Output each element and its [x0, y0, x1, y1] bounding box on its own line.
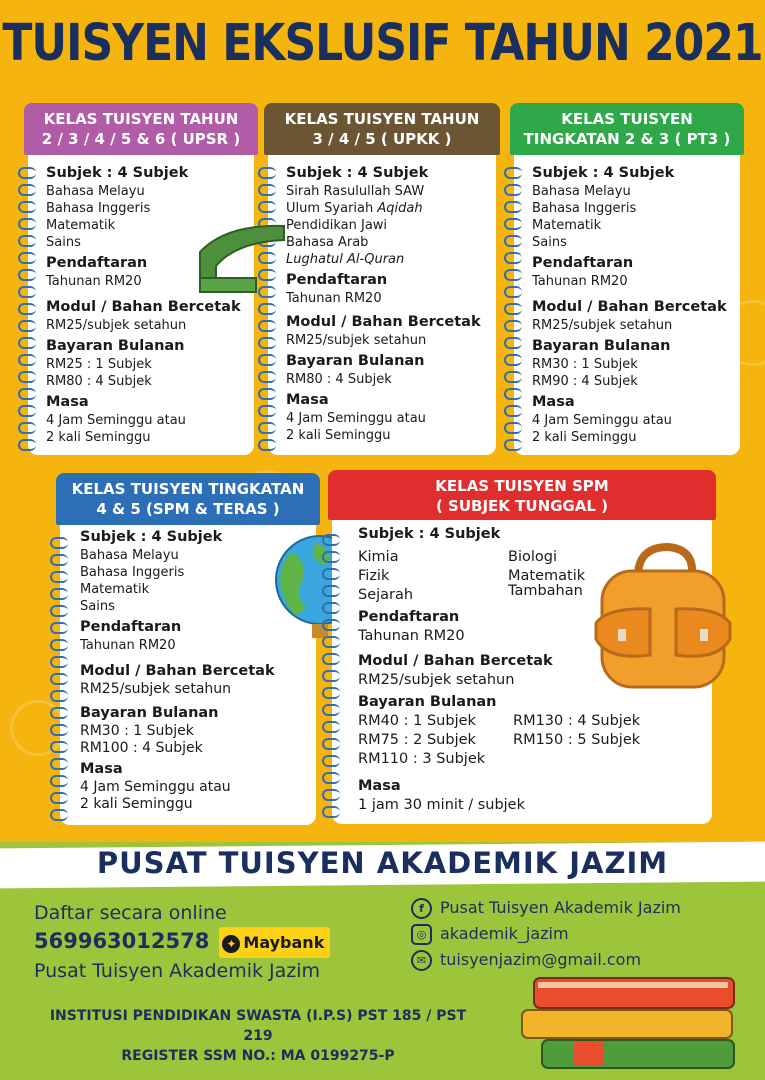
binding-ring [322, 602, 340, 614]
account-name: Pusat Tuisyen Akademik Jazim [34, 960, 321, 982]
card-body [268, 161, 496, 444]
subject-item: Bahasa Inggeris [532, 201, 637, 216]
binding-ring [18, 439, 36, 451]
bayaran-item: RM130 : 4 Subjek [513, 713, 641, 729]
subject-item [286, 200, 496, 217]
subject-item: Fizik [358, 568, 390, 584]
binding-ring [504, 235, 522, 247]
binding-ring [322, 772, 340, 784]
modul-value: RM25/subjek setahun [46, 318, 187, 333]
card-spm [60, 473, 316, 825]
binding-ring [322, 755, 340, 767]
card-header-line1: KELAS TUISYEN TINGKATAN [71, 480, 305, 498]
subject-item: Bahasa Arab [286, 235, 369, 250]
page-title: TUISYEN EKSLUSIF TAHUN 2021 [2, 14, 763, 73]
masa-item: 2 kali Seminggu [46, 430, 151, 445]
bayaran-item: RM100 : 4 Subjek [80, 740, 203, 756]
daftar-value: Tahunan RM20 [532, 274, 628, 289]
binding-ring [322, 534, 340, 546]
subject-item-text: Ulum Syariah [286, 201, 374, 216]
subjek-heading: Subjek : 4 Subjek [46, 165, 189, 181]
binding-ring [504, 354, 522, 366]
binding-ring [504, 320, 522, 332]
binding-ring [504, 218, 522, 230]
binding-ring [258, 405, 276, 417]
binding-ring [18, 388, 36, 400]
binding-ring [50, 571, 68, 583]
masa-heading: Masa [80, 761, 123, 777]
binding-ring [50, 724, 68, 736]
brand-name: PUSAT TUISYEN AKADEMIK JAZIM [96, 846, 669, 880]
daftar-value: Tahunan RM20 [358, 628, 465, 644]
subject-item: Matematik [80, 582, 150, 597]
books-illustration [514, 972, 744, 1072]
subject-item: Sirah Rasulullah SAW [286, 184, 425, 199]
card-body [514, 161, 740, 446]
subject-item: Tambahan [508, 583, 583, 599]
masa-item: 4 Jam Seminggu atau [286, 411, 426, 426]
facebook-row[interactable] [411, 895, 681, 921]
subject-item: Bahasa Melayu [532, 184, 631, 199]
binding-ring [504, 405, 522, 417]
binding-ring [322, 806, 340, 818]
masa-heading: Masa [46, 394, 89, 410]
binding-ring [504, 286, 522, 298]
daftar-heading: Pendaftaran [286, 272, 388, 288]
binding-ring [504, 184, 522, 196]
card-header [510, 103, 744, 155]
daftar-value: Tahunan RM20 [46, 274, 142, 289]
daftar-online-label: Daftar secara online [34, 902, 227, 924]
card-header-line1: KELAS TUISYEN [561, 110, 693, 128]
modul-heading: Modul / Bahan Bercetak [286, 314, 481, 330]
email-row[interactable] [411, 947, 681, 973]
modul-value: RM25/subjek setahun [286, 333, 427, 348]
binding-ring [50, 707, 68, 719]
binding-ring [18, 303, 36, 315]
subject-item: Sains [532, 235, 567, 250]
bayaran-item: RM30 : 1 Subjek [80, 723, 194, 739]
subject-item: Lughatul Al-Quran [286, 252, 405, 267]
email-icon: ✉ [411, 950, 432, 971]
card-header [264, 103, 500, 155]
binding-ring [322, 670, 340, 682]
binding-ring [322, 653, 340, 665]
binding-ring [258, 303, 276, 315]
subject-item: Bahasa Melayu [46, 184, 145, 199]
binding-ring [18, 320, 36, 332]
binding-ring [50, 758, 68, 770]
account-number: 569963012578 [34, 929, 210, 953]
masa-value: 1 jam 30 minit / subjek [358, 797, 525, 813]
binding-ring [322, 738, 340, 750]
card-header-line2: ( SUBJEK TUNGGAL ) [435, 497, 608, 515]
ips-line: INSTITUSI PENDIDIKAN SWASTA (I.P.S) PST 185 / PST 219 [49, 1008, 467, 1044]
binding-ring [18, 235, 36, 247]
card-header-line2: 4 & 5 (SPM & TERAS ) [96, 500, 280, 518]
bayaran-item: RM110 : 3 Subjek [358, 751, 486, 767]
bayaran-item: RM30 : 1 Subjek [532, 357, 638, 372]
card-body [28, 161, 254, 446]
facebook-icon: f [411, 898, 432, 919]
daftar-heading: Pendaftaran [80, 619, 182, 635]
daftar-value: Tahunan RM20 [80, 638, 176, 653]
binding-ring [18, 286, 36, 298]
card-header-line2: TINGKATAN 2 & 3 ( PT3 ) [523, 130, 731, 148]
binding-ring [322, 687, 340, 699]
card-header-line1: KELAS TUISYEN TAHUN [43, 110, 239, 128]
subject-item-italic: Aqidah [377, 201, 423, 216]
subject-column-left [358, 548, 508, 605]
binding-ring [50, 605, 68, 617]
binding-ring [258, 439, 276, 451]
masa-item: 4 Jam Seminggu atau [80, 779, 231, 795]
binding-ring [18, 252, 36, 264]
social-links [411, 895, 681, 973]
bank-account-row [34, 927, 330, 958]
masa-heading: Masa [532, 394, 575, 410]
modul-heading: Modul / Bahan Bercetak [358, 653, 553, 669]
subjek-heading: Subjek : 4 Subjek [532, 165, 675, 181]
card-header-line2: 2 / 3 / 4 / 5 & 6 ( UPSR ) [41, 130, 241, 148]
binding-ring [18, 337, 36, 349]
binding-ring [322, 721, 340, 733]
binding-ring [50, 741, 68, 753]
email-label: tuisyenjazim@gmail.com [440, 950, 642, 969]
subject-item: Matematik [46, 218, 116, 233]
binding-ring [18, 269, 36, 281]
binding-ring [18, 371, 36, 383]
binding-ring [50, 792, 68, 804]
binding-ring [258, 354, 276, 366]
bayaran-columns [358, 712, 668, 769]
daftar-heading: Pendaftaran [46, 255, 148, 271]
modul-value: RM25/subjek setahun [358, 672, 515, 688]
binding-ring [18, 422, 36, 434]
binding-ring [258, 184, 276, 196]
masa-item: 2 kali Seminggu [286, 428, 391, 443]
card-header [328, 470, 716, 520]
subject-item: Sains [80, 599, 115, 614]
binding-ring [504, 337, 522, 349]
binding-ring [258, 337, 276, 349]
subject-item: Matematik [532, 218, 602, 233]
masa-item: 2 kali Seminggu [532, 430, 637, 445]
bayaran-item: RM75 : 2 Subjek [358, 732, 476, 748]
binding-ring [18, 218, 36, 230]
binding-ring [504, 167, 522, 179]
set-square-illustration [196, 222, 288, 294]
binding-ring [322, 704, 340, 716]
binding-ring [258, 320, 276, 332]
modul-value: RM25/subjek setahun [80, 681, 232, 697]
card-header [56, 473, 320, 525]
subject-item: Pendidikan Jawi [286, 218, 388, 233]
binding-ring [50, 639, 68, 651]
binding-ring [50, 656, 68, 668]
binding-ring [322, 789, 340, 801]
binding-ring [18, 354, 36, 366]
daftar-heading: Pendaftaran [532, 255, 634, 271]
binding-ring [504, 201, 522, 213]
card-header-line1: KELAS TUISYEN TAHUN [284, 110, 480, 128]
binding-ring [50, 673, 68, 685]
binding-ring [504, 422, 522, 434]
binding-ring [50, 588, 68, 600]
binding-ring [258, 201, 276, 213]
bayaran-item: RM150 : 5 Subjek [513, 732, 641, 748]
card-header [24, 103, 258, 155]
backpack-illustration [588, 543, 738, 693]
binding-ring [322, 619, 340, 631]
bayaran-heading: Bayaran Bulanan [46, 338, 185, 354]
registration-footer [38, 1006, 478, 1066]
binding-ring [504, 269, 522, 281]
card-header-line2: 3 / 4 / 5 ( UPKK ) [312, 130, 452, 148]
bayaran-heading: Bayaran Bulanan [80, 705, 219, 721]
binding-ring [258, 388, 276, 400]
modul-value: RM25/subjek setahun [532, 318, 673, 333]
bayaran-item: RM80 : 4 Subjek [46, 374, 152, 389]
bayaran-item: RM90 : 4 Subjek [532, 374, 638, 389]
daftar-heading: Pendaftaran [358, 609, 460, 625]
masa-item: 4 Jam Seminggu atau [532, 413, 672, 428]
maybank-badge [219, 927, 330, 958]
binding-ring [18, 167, 36, 179]
card-pt3 [514, 103, 740, 455]
binding-ring [18, 201, 36, 213]
masa-item: 4 Jam Seminggu atau [46, 413, 186, 428]
binding-ring [504, 439, 522, 451]
modul-heading: Modul / Bahan Bercetak [532, 299, 727, 315]
bayaran-heading: Bayaran Bulanan [532, 338, 671, 354]
binding-ring [504, 303, 522, 315]
bayaran-item: RM80 : 4 Subjek [286, 372, 392, 387]
bayaran-item: RM25 : 1 Subjek [46, 357, 152, 372]
card-header-line1: KELAS TUISYEN SPM [435, 477, 609, 495]
binding-ring [18, 405, 36, 417]
registration-info [34, 900, 330, 985]
binding-ring [50, 537, 68, 549]
ssm-line: REGISTER SSM NO.: MA 0199275-P [121, 1048, 395, 1064]
instagram-row[interactable] [411, 921, 681, 947]
subject-item: Biologi [508, 549, 557, 565]
subject-item: Sains [46, 235, 81, 250]
daftar-value: Tahunan RM20 [286, 291, 382, 306]
bayaran-heading: Bayaran Bulanan [286, 353, 425, 369]
instagram-label: akademik_jazim [440, 924, 569, 943]
subject-item: Bahasa Inggeris [46, 201, 151, 216]
binding-ring [322, 636, 340, 648]
binding-ring [322, 585, 340, 597]
masa-heading: Masa [286, 392, 329, 408]
binding-ring [50, 690, 68, 702]
subject-item: Bahasa Melayu [80, 548, 179, 563]
subjek-heading: Subjek : 4 Subjek [80, 529, 223, 545]
subject-item: Sejarah [358, 587, 414, 603]
instagram-icon: ◎ [411, 924, 432, 945]
subjek-heading: Subjek : 4 Subjek [286, 165, 429, 181]
binding-ring [258, 167, 276, 179]
maybank-label: Maybank [243, 933, 325, 952]
card-upkk [268, 103, 496, 455]
subject-item: Kimia [358, 549, 399, 565]
binding-ring [504, 371, 522, 383]
bayaran-item: RM40 : 1 Subjek [358, 713, 476, 729]
maybank-logo-icon: ✦ [222, 935, 240, 953]
binding-ring [322, 551, 340, 563]
modul-heading: Modul / Bahan Bercetak [46, 299, 241, 315]
binding-ring [258, 371, 276, 383]
binding-ring [50, 809, 68, 821]
binding-ring [18, 184, 36, 196]
modul-heading: Modul / Bahan Bercetak [80, 663, 275, 679]
subject-item: Matematik [508, 568, 586, 584]
facebook-label: Pusat Tuisyen Akademik Jazim [440, 898, 681, 917]
binding-ring [504, 388, 522, 400]
binding-ring [258, 422, 276, 434]
binding-ring [50, 554, 68, 566]
binding-ring [322, 568, 340, 580]
binding-ring [504, 252, 522, 264]
masa-heading: Masa [358, 778, 401, 794]
bayaran-column-right [513, 712, 668, 769]
bayaran-heading: Bayaran Bulanan [358, 694, 497, 710]
subjek-heading: Subjek : 4 Subjek [358, 526, 501, 542]
binding-ring [50, 622, 68, 634]
binding-ring [50, 775, 68, 787]
subject-item: Bahasa Inggeris [80, 565, 185, 580]
bayaran-column-left [358, 712, 513, 769]
masa-item: 2 kali Seminggu [80, 796, 193, 812]
